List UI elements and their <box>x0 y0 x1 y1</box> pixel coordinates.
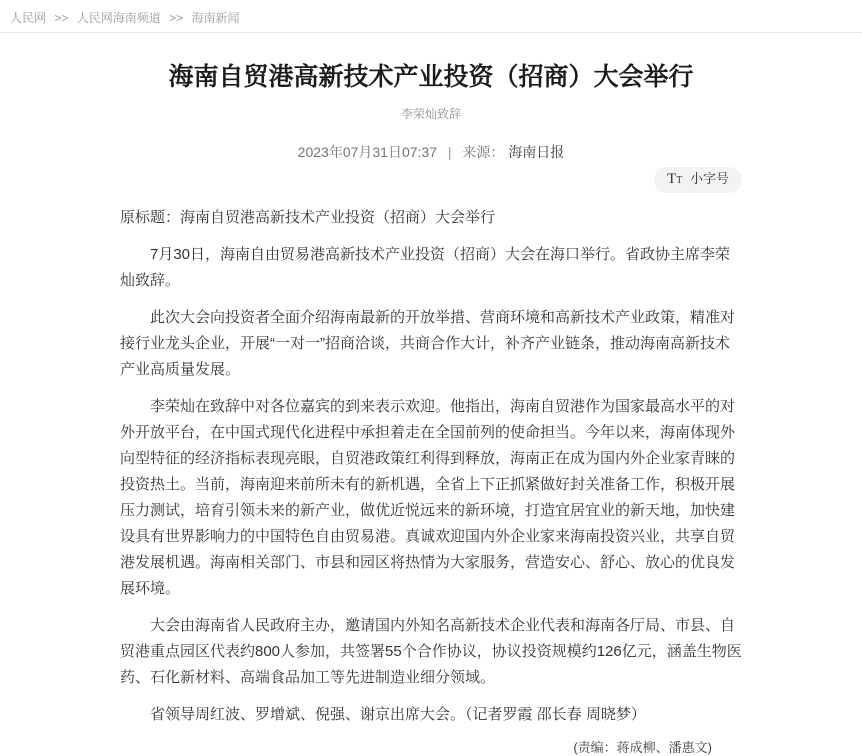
article-paragraph: 此次大会向投资者全面介绍海南最新的开放举措、营商环境和高新技术产业政策，精准对接行业龙头企业，开展“一对一”招商洽谈，共商合作大计，补齐产业链条，推动海南高新技术产业高质量发展。 <box>120 309 736 378</box>
breadcrumb-link-people[interactable]: 人民网 <box>10 11 47 25</box>
publish-date: 2023年07月31日07:37 <box>297 144 437 160</box>
page-title: 海南自贸港高新技术产业投资（招商）大会举行 <box>168 63 694 91</box>
original-title-line: 原标题：海南自贸港高新技术产业投资（招商）大会举行 <box>120 209 496 226</box>
font-size-label: 小字号 <box>689 171 729 186</box>
font-size-button[interactable] <box>654 167 742 193</box>
breadcrumb-separator: >> <box>54 11 69 25</box>
source-label: 来源： <box>462 144 505 160</box>
breadcrumb <box>0 0 862 33</box>
article-paragraph: 7月30日，海南自由贸易港高新技术产业投资（招商）大会在海口举行。省政协主席李荣灿致辞。 <box>120 246 731 289</box>
meta-separator: | <box>447 144 452 160</box>
article-subtitle: 李荣灿致辞 <box>400 107 461 121</box>
article-paragraph: 大会由海南省人民政府主办，邀请国内外知名高新技术企业代表和海南各厅局、市县、自贸港重点园区代表约800人参加，共签署55个合作协议，协议投资规模约126亿元，涵盖生物医药、石化新材料、高端食品加工等先进制造业细分领域。 <box>120 617 742 686</box>
article-paragraph: 李荣灿在致辞中对各位嘉宾的到来表示欢迎。他指出，海南自贸港作为国家最高水平的对外开放平台，在中国式现代化进程中承担着走在全国前列的使命担当。今年以来，海南体现外向型特征的经济指标表现亮眼，自贸港政策红利得到释放，海南正在成为国内外企业家青睐的投资热土。当前，海南迎来前所未有的新机遇，全省上下正抓紧做好封关准备工作，积极开展压力测试，培育引领未来的新产业，做优近悦远来的新环境，打造宜居宜业的新天地，加快建设具有世界影响力的中国特色自由贸易港。真诚欢迎国内外企业家来海南投资兴业，共享自贸港发展机遇。海南相关部门、市县和园区将热情为大家服务，营造安心、舒心、放心的优良发展环境。 <box>120 398 736 597</box>
breadcrumb-link-hainan-news[interactable]: 海南新闻 <box>191 11 240 25</box>
font-size-icon: TT <box>667 171 683 187</box>
article-toolbar <box>120 167 742 193</box>
article-paragraph: 省领导周红波、罗增斌、倪强、谢京出席大会。（记者罗霞 邵长春 周晓梦） <box>150 706 646 723</box>
editor-credit: (责编：蒋成柳、潘惠文) <box>573 740 712 755</box>
breadcrumb-link-hainan-channel[interactable]: 人民网海南频道 <box>76 11 161 25</box>
article-header <box>0 61 862 162</box>
article-body <box>120 205 742 728</box>
article-meta <box>0 142 862 162</box>
source-link[interactable]: 海南日报 <box>508 144 565 160</box>
breadcrumb-separator: >> <box>169 11 184 25</box>
